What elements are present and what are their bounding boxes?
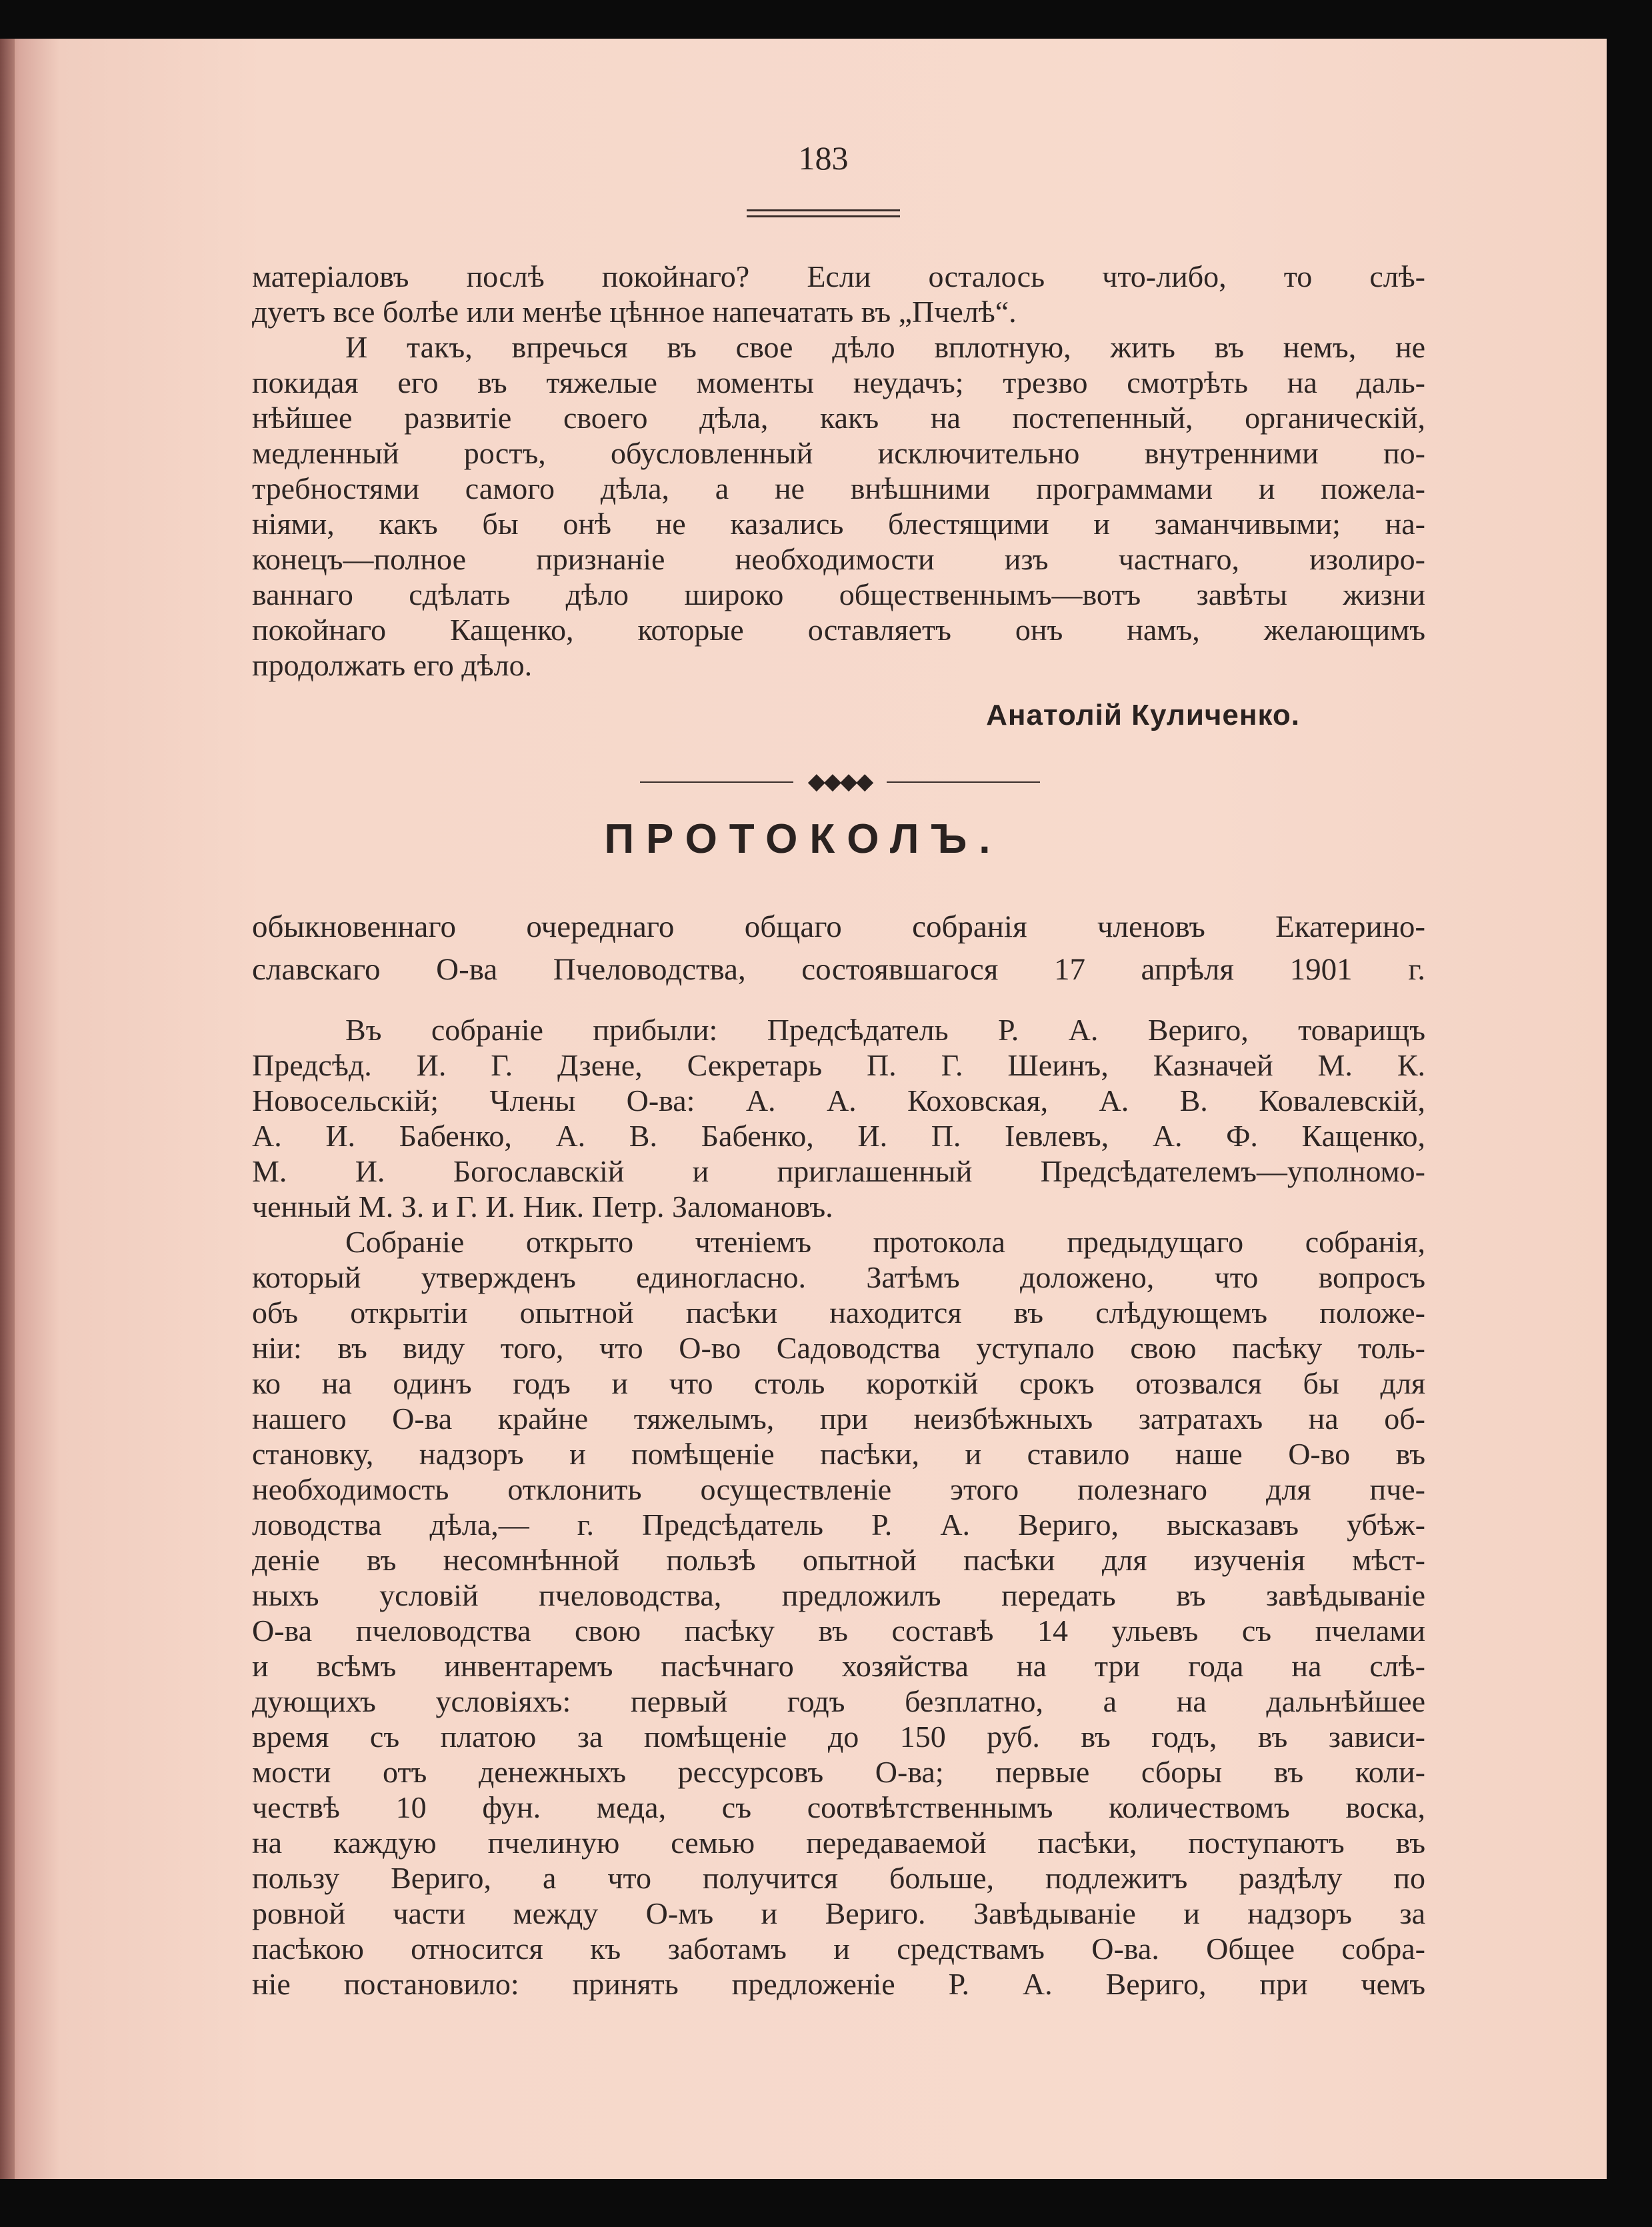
subtitle-line: славскаго О-ва Пчеловодства, состоявшагося 17 апрѣля 1901 г. (252, 952, 1425, 987)
text-line: и всѣмъ инвентаремъ пасѣчнаго хозяйства на три года на слѣ- (252, 1649, 1425, 1683)
author-signature: Анатолій Куличенко. (986, 699, 1300, 731)
text-line: ныхъ условій пчеловодства, предложилъ передать въ завѣдываніе (252, 1578, 1425, 1612)
text-line: продолжать его дѣло. (252, 648, 533, 682)
text-line: объ открытіи опытной пасѣки находится въ слѣдующемъ положе- (252, 1296, 1425, 1330)
text-line: М. И. Богославскій и приглашенный Предсѣдателемъ—уполномо- (252, 1154, 1425, 1188)
subtitle-line: обыкновеннаго очереднаго общаго собранія членовъ Екатерино- (252, 909, 1425, 944)
text-line: ченный М. З. и Г. И. Ник. Петр. Заломановъ. (252, 1190, 833, 1224)
text-line: И такъ, впречься въ свое дѣло вплотную, жить въ немъ, не (345, 330, 1425, 364)
protocol-subtitle (252, 905, 1425, 991)
text-line: ваннаго сдѣлать дѣло широко общественнымъ—вотъ завѣты жизни (252, 577, 1425, 611)
text-line: покидая его въ тяжелые моменты неудачъ; трезво смотрѣть на даль- (252, 365, 1425, 399)
page-number-rule (747, 209, 900, 211)
text-line: ловодства дѣла,— г. Предсѣдатель Р. А. Вериго, высказавъ убѣж- (252, 1508, 1425, 1542)
book-page (0, 39, 1607, 2179)
text-line: пользу Вериго, а что получится больше, подлежитъ раздѣлу по (252, 1861, 1425, 1895)
intro-paragraph (252, 259, 1425, 683)
text-line: покойнаго Кащенко, которые оставляетъ онъ намъ, желающимъ (252, 613, 1425, 647)
text-line: матеріаловъ послѣ покойнаго? Если осталось что-либо, то слѣ- (252, 259, 1425, 293)
divider-line-left (640, 781, 793, 783)
text-line: конецъ—полное признаніе необходимости изъ частнаго, изолиро- (252, 542, 1425, 576)
text-line: дующихъ условіяхъ: первый годъ безплатно, а на дальнѣйшее (252, 1684, 1425, 1718)
section-divider (640, 769, 1040, 795)
page-number-rule (747, 215, 900, 217)
text-line: мости отъ денежныхъ рессурсовъ О-ва; первые сборы въ коли- (252, 1755, 1425, 1789)
text-line: ніе постановило: принять предложеніе Р. А. Вериго, при чемъ (252, 1967, 1425, 2001)
text-line: пасѣкою относится къ заботамъ и средствамъ О-ва. Общее собра- (252, 1932, 1425, 1966)
text-line: нашего О-ва крайне тяжелымъ, при неизбѣжныхъ затратахъ на об- (252, 1402, 1425, 1436)
text-line: ровной части между О-мъ и Вериго. Завѣдываніе и надзоръ за (252, 1896, 1425, 1930)
text-line: ніи: въ виду того, что О-во Садоводства уступало свою пасѣку толь- (252, 1331, 1425, 1365)
text-line: Новосельскій; Члены О-ва: А. А. Коховская, А. В. Ковалевскій, (252, 1083, 1425, 1118)
text-line: требностями самого дѣла, а не внѣшними программами и пожела- (252, 471, 1425, 505)
ornament-icon: ◆◆◆◆ (807, 769, 873, 794)
text-line: нѣйшее развитіе своего дѣла, какъ на постепенный, органическій, (252, 401, 1425, 435)
page-number: 183 (798, 139, 849, 177)
text-line: чествѣ 10 фун. меда, съ соотвѣтственнымъ количествомъ воска, (252, 1790, 1425, 1824)
text-line: время съ платою за помѣщеніе до 150 руб. въ годъ, въ зависи- (252, 1720, 1425, 1754)
text-line: деніе въ несомнѣнной пользѣ опытной пасѣки для изученія мѣст- (252, 1543, 1425, 1577)
text-line: Въ собраніе прибыли: Предсѣдатель Р. А. Вериго, товарищъ (345, 1013, 1425, 1047)
text-line: А. И. Бабенко, А. В. Бабенко, И. П. Іевлевъ, А. Ф. Кащенко, (252, 1119, 1425, 1153)
divider-line-right (887, 781, 1040, 783)
text-line: ніями, какъ бы онѣ не казались блестящими и заманчивыми; на- (252, 507, 1425, 541)
text-line: необходимость отклонить осуществленіе этого полезнаго для пче- (252, 1472, 1425, 1506)
text-line: Собраніе открыто чтеніемъ протокола предыдущаго собранія, (345, 1225, 1425, 1259)
text-line: медленный ростъ, обусловленный исключительно внутренними по- (252, 436, 1425, 470)
text-line: Предсѣд. И. Г. Дзене, Секретарь П. Г. Шеинъ, Казначей М. К. (252, 1048, 1425, 1082)
protocol-body (252, 1012, 1425, 2002)
text-line: становку, надзоръ и помѣщеніе пасѣки, и ставило наше О-во въ (252, 1437, 1425, 1471)
text-line: дуетъ все болѣе или менѣе цѣнное напечатать въ „Пчелѣ“. (252, 295, 1017, 329)
text-line: О-ва пчеловодства свою пасѣку въ составѣ 14 ульевъ съ пчелами (252, 1614, 1425, 1648)
section-heading: ПРОТОКОЛЪ. (604, 816, 1003, 862)
text-line: на каждую пчелиную семью передаваемой пасѣки, поступаютъ въ (252, 1826, 1425, 1860)
text-line: который утвержденъ единогласно. Затѣмъ доложено, что вопросъ (252, 1260, 1425, 1294)
text-line: ко на одинъ годъ и что столь короткій срокъ отозвался бы для (252, 1366, 1425, 1400)
